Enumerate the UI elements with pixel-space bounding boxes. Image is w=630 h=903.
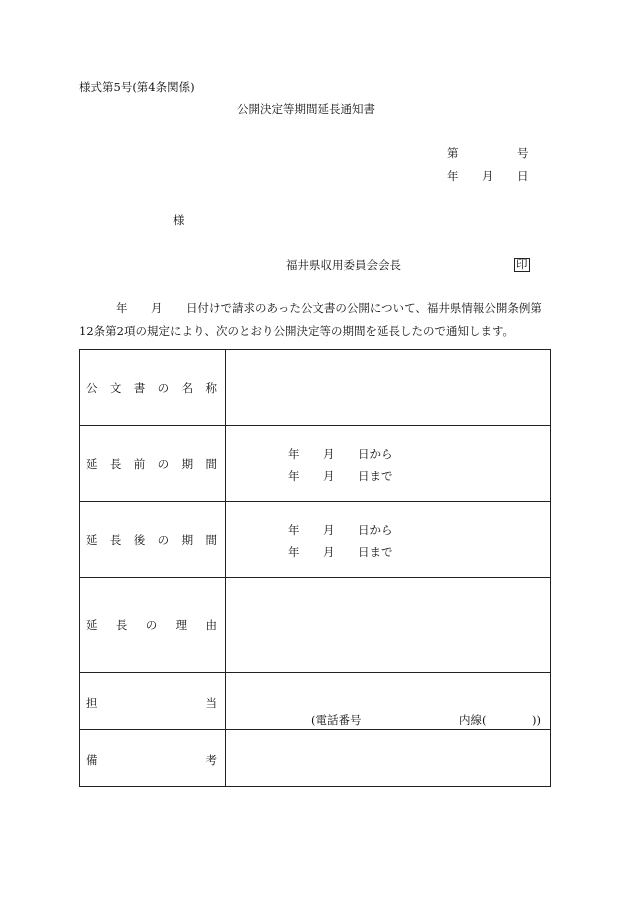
body-line-2: 12条第2項の規定により、次のとおり公開決定等の期間を延長したので通知します。: [79, 324, 515, 338]
issuer-name: 福井県収用委員会会長: [286, 258, 401, 272]
month-label: 月: [323, 523, 335, 537]
label-char: 文: [109, 380, 122, 395]
label-char: 長: [109, 532, 122, 547]
row-remarks: [80, 730, 551, 787]
value-cell-reason[interactable]: [226, 578, 551, 673]
label-char: 担: [86, 696, 98, 710]
label-cell-reason: [80, 578, 226, 673]
period-after-from: [288, 522, 393, 544]
label-cell-period-after: [80, 502, 226, 578]
year-label: 年: [288, 469, 300, 483]
year-label: 年: [288, 447, 300, 461]
extension-label: 内線(: [459, 713, 487, 727]
seal-mark: 印: [516, 257, 528, 271]
doc-date-day: 日: [517, 169, 529, 183]
value-cell-period-after[interactable]: [226, 502, 551, 578]
label-char: 備: [86, 753, 98, 767]
label-cell-remarks: [80, 730, 226, 787]
label-char: 称: [205, 380, 217, 395]
row-person-in-charge: [80, 673, 551, 730]
label-char: 公: [86, 380, 98, 395]
label-char: 由: [205, 618, 217, 632]
day-from-label: 日から: [358, 523, 393, 537]
label-char: 間: [205, 532, 217, 547]
row-reason: [80, 578, 551, 673]
label-char: 書: [133, 380, 146, 395]
doc-date-month: 月: [482, 169, 494, 183]
value-cell-person-in-charge[interactable]: [226, 673, 551, 730]
period-before-from: [288, 446, 393, 468]
label-char: 長: [115, 618, 128, 632]
year-label: 年: [288, 523, 300, 537]
row-document-name: [80, 350, 551, 426]
label-char: の: [145, 618, 158, 632]
label-char: 延: [86, 456, 98, 471]
label-char: の: [157, 532, 170, 547]
period-before-to: [288, 468, 393, 490]
month-label: 月: [323, 469, 335, 483]
doc-number-dai: 第: [447, 146, 459, 160]
label-char: 当: [205, 696, 217, 710]
extension-close: )): [532, 713, 541, 727]
body-date-month: 月: [151, 301, 163, 315]
label-char: 長: [109, 456, 122, 471]
form-number: 様式第5号(第4条関係): [79, 80, 195, 94]
label-char: の: [157, 380, 170, 395]
label-char: 理: [175, 618, 188, 632]
label-char: の: [157, 456, 170, 471]
year-label: 年: [288, 545, 300, 559]
value-cell-period-before[interactable]: [226, 426, 551, 502]
phone-label: (電話番号: [311, 713, 362, 727]
body-line-1: 日付けで請求のあった公文書の公開について、福井県情報公開条例第: [186, 301, 542, 315]
extension-form-table: [79, 349, 551, 787]
month-label: 月: [323, 545, 335, 559]
label-cell-period-before: [80, 426, 226, 502]
month-label: 月: [323, 447, 335, 461]
value-cell-remarks[interactable]: [226, 730, 551, 787]
label-char: 延: [86, 532, 98, 547]
label-char: 期: [181, 532, 194, 547]
label-char: 考: [205, 753, 217, 767]
addressee-suffix: 様: [173, 213, 185, 227]
period-after-to: [288, 544, 393, 566]
day-from-label: 日から: [358, 447, 393, 461]
label-char: 間: [205, 456, 217, 471]
label-cell-document-name: [80, 350, 226, 426]
doc-number-go: 号: [517, 146, 529, 160]
label-cell-person-in-charge: [80, 673, 226, 730]
label-char: 前: [133, 456, 146, 471]
document-title: 公開決定等期間延長通知書: [237, 102, 375, 116]
label-char: 延: [86, 618, 98, 632]
value-cell-document-name[interactable]: [226, 350, 551, 426]
row-period-after: [80, 502, 551, 578]
day-to-label: 日まで: [358, 545, 393, 559]
doc-date-year: 年: [447, 169, 459, 183]
day-to-label: 日まで: [358, 469, 393, 483]
label-char: 名: [181, 380, 194, 395]
label-char: 後: [133, 532, 146, 547]
body-date-year: 年: [116, 301, 128, 315]
label-char: 期: [181, 456, 194, 471]
row-period-before: [80, 426, 551, 502]
